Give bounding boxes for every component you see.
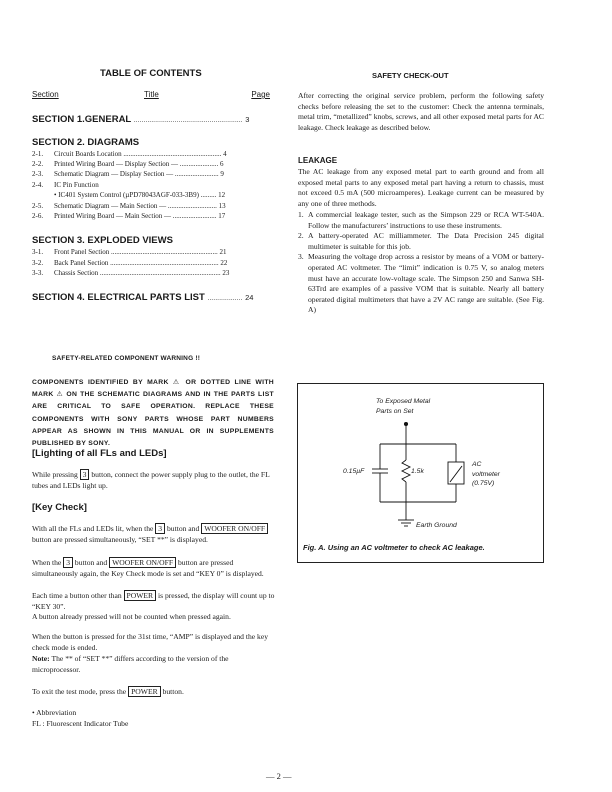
top-terminal [404,422,407,425]
toc-entry[interactable] [32,211,270,221]
keycheck-text: button are pressed simultaneously, “SET **” is displayed. [32,534,208,544]
toc-section-1-page: 3 [245,115,250,124]
toc-entry[interactable] [32,247,270,257]
leakage-heading: LEAKAGE [298,156,338,165]
toc-entry-text: Printed Wiring Board — Display Section — ...................... 6 [54,160,224,168]
top-terminal-label-line-2: Parts on Set [376,408,414,415]
toc-entry-num: 2-5. [32,202,44,210]
toc-entry-num: 2-6. [32,212,44,220]
woofer-onoff-label: WOOFER ON/OFF [109,557,176,568]
keycheck-text: button are pressed simultaneously again, the Key Check mode is set and “KEY 0” is displayed. [32,558,264,578]
keycheck-text: When the [32,558,62,567]
keycheck-text: Each time a button other than [32,591,122,600]
keycheck-paragraph-2 [32,557,276,579]
leakage-methods-list [298,210,544,316]
key-3-label: 3 [63,557,73,568]
keycheck-paragraph-4: A button already pressed will not be counted when pressed again. [32,612,231,621]
toc-entry-text: Back Panel Section .............................................................. 22 [54,259,228,267]
figure-a-caption: Fig. A. Using an AC voltmeter to check AC leakage. [303,543,485,552]
note-text: The ** of “SET **” differs according to the version of the microprocessor. [32,654,229,674]
toc-col-page: Page [251,90,270,99]
keycheck-text: With all the FLs and LEDs lit, when the [32,524,154,533]
toc-entry-num: 3-3. [32,269,44,277]
keycheck-paragraph-5: When the button is pressed for the 31st time, “AMP” is displayed and the key check mode is ended. [32,632,268,652]
toc-title: TABLE OF CONTENTS [100,68,202,79]
toc-section-4[interactable] [32,292,270,303]
resistor-label: 1.5k [411,468,424,475]
toc-entry-text: Front Panel Section ............................................................. 21 [54,248,227,256]
abbreviation-fl: FL : Fluorescent Indicator Tube [32,719,129,728]
toc-section-2[interactable] [32,137,270,148]
meter-label-line-3: (0.75V) [472,480,495,487]
toc-entry-num: 3-1. [32,248,44,256]
meter-needle [450,466,462,482]
toc-entry-num: 2-1. [32,150,44,158]
key-3-label: 3 [155,523,165,534]
toc-entry[interactable] [32,169,270,179]
toc-column-headers [32,90,270,102]
meter-box [448,462,464,484]
exit-text-2: button. [162,687,184,696]
toc-entry[interactable] [32,268,270,278]
list-item-text: A battery-operated AC milliammeter. The Data Precision 245 digital multimeter is suitable for this job. [308,231,544,251]
resistor-zigzag [402,460,410,482]
list-item-text: A commercial leakage tester, such as the Simpson 229 or RCA WT-540A. Follow the manufacturers’ instructions to use these instruments. [308,210,544,230]
toc-section-1[interactable] [32,114,270,125]
safety-intro: After correcting the original service problem, perform the following safety checks before releasing the set to the customer: Check the antenna terminals, metal trim, “metallized” knobs, screws, and all other exposed metal parts for AC leakage. Check leakage as described below. [298,91,544,132]
top-terminal-label-line-1: To Exposed Metal [376,398,431,405]
toc-entry-num: 3-2. [32,259,44,267]
toc-entry[interactable] [32,190,270,200]
toc-section-4-dots: .................. [207,295,243,302]
power-label: POWER [124,590,157,601]
toc-entry-text: Chassis Section ..................................................................... 23 [54,269,230,277]
note-label: Note: [32,654,50,663]
toc-section-4-label: SECTION 4. ELECTRICAL PARTS LIST [32,292,205,303]
lighting-text-1: While pressing [32,470,78,479]
toc-entry-text: Schematic Diagram — Display Section — ......................... 9 [54,170,224,178]
capacitor-label: 0.15µF [343,468,365,475]
lighting-heading: [Lighting of all FLs and LEDs] [32,448,167,459]
meter-label [472,460,500,489]
toc-col-section: Section [32,90,59,99]
toc-entry-num: 2-2. [32,160,44,168]
toc-entry-text: Circuit Boards Location ........................................................ 4 [54,150,227,158]
toc-section-1-label: SECTION 1.GENERAL [32,114,132,125]
lighting-paragraph [32,469,276,491]
exit-text-1: To exit the test mode, press the [32,687,127,696]
lighting-text-2: button, connect the power supply plug to the outlet, the FL tubes and LEDs light up. [32,470,270,490]
toc-section-2-label: SECTION 2. DIAGRAMS [32,137,140,148]
toc-entry-num: 2-4. [32,181,44,189]
keycheck-paragraph-3 [32,590,276,612]
toc-entry[interactable] [32,201,270,211]
toc-entry-text: IC Pin Function [54,181,99,189]
toc-col-title: Title [144,90,159,99]
top-terminal-label [376,397,430,417]
keycheck-text: button and [167,524,200,533]
toc-entry[interactable] [32,159,270,169]
toc-entry-text: Printed Wiring Board — Main Section — ......................... 17 [54,212,226,220]
leakage-paragraph: The AC leakage from any exposed metal part to earth ground and from all exposed metal parts to any exposed metal part having a return to chassis, must not exceed 0.5 mA (500 microamperes). Leakage current can be measured by any one of three methods. [298,167,544,208]
abbreviation-label: • Abbreviation [32,708,77,717]
exit-instruction [32,686,276,698]
keycheck-note [32,654,276,675]
key-3-label: 3 [80,469,90,480]
toc-entry[interactable] [32,149,270,159]
list-item [298,252,544,316]
woofer-onoff-label: WOOFER ON/OFF [201,523,268,534]
list-item-number: 2. [298,231,304,241]
power-label: POWER [128,686,161,697]
figure-a-frame [297,383,544,563]
list-item [298,210,544,231]
safety-warning-title: SAFETY-RELATED COMPONENT WARNING !! [52,355,201,362]
meter-label-line-1: AC [472,461,482,468]
toc-section-1-dots: ........................................................ [133,117,243,124]
keycheck-paragraph-1 [32,523,276,545]
page-number: — 2 — [266,771,292,781]
list-item-text: Measuring the voltage drop across a resistor by means of a VOM or battery-operated AC voltmeter. The “limit” indication is 0.75 V, so analog meters must have an accurate low-voltage scale. The Simpson 250 and Sanwa SH-63Trd are examples of a passive VOM that is suitable. Nearly all battery operated digital multimeters that have a 2V AC range are suitable. (See Fig. A) [308,252,544,315]
safety-warning-body: COMPONENTS IDENTIFIED BY MARK ⚠ OR DOTTED LINE WITH MARK ⚠ ON THE SCHEMATIC DIAGRAMS AND IN THE PARTS LIST ARE CRITICAL TO SAFE OPERATION. REPLACE THESE COMPONENTS WITH SONY PARTS WHOSE PART NUMBERS APPEAR AS SHOWN IN THIS MANUAL OR IN SUPPLEMENTS PUBLISHED BY SONY. [32,379,274,448]
toc-entry[interactable] [32,180,270,190]
toc-entry-text: Schematic Diagram — Main Section — ............................ 13 [54,202,226,210]
meter-label-line-2: voltmeter [472,470,500,478]
keycheck-text: button and [74,558,108,567]
toc-entry-text: • IC401 System Control (µPD78043AGF-033-3B9) ......... 12 [54,191,226,199]
list-item [298,231,544,252]
toc-section-4-page: 24 [245,293,254,302]
keycheck-heading: [Key Check] [32,502,87,513]
toc-section-3[interactable] [32,235,270,246]
list-item-number: 3. [298,252,304,262]
toc-entry-num: 2-3. [32,170,44,178]
list-item-number: 1. [298,210,304,219]
earth-ground-label: Earth Ground [416,522,457,529]
keycheck-text: is pressed, the display will count up to “KEY 30”. [32,591,275,611]
toc-entry[interactable] [32,258,270,268]
safety-checkout-title: SAFETY CHECK-OUT [372,71,449,80]
toc-section-3-label: SECTION 3. EXPLODED VIEWS [32,235,173,246]
